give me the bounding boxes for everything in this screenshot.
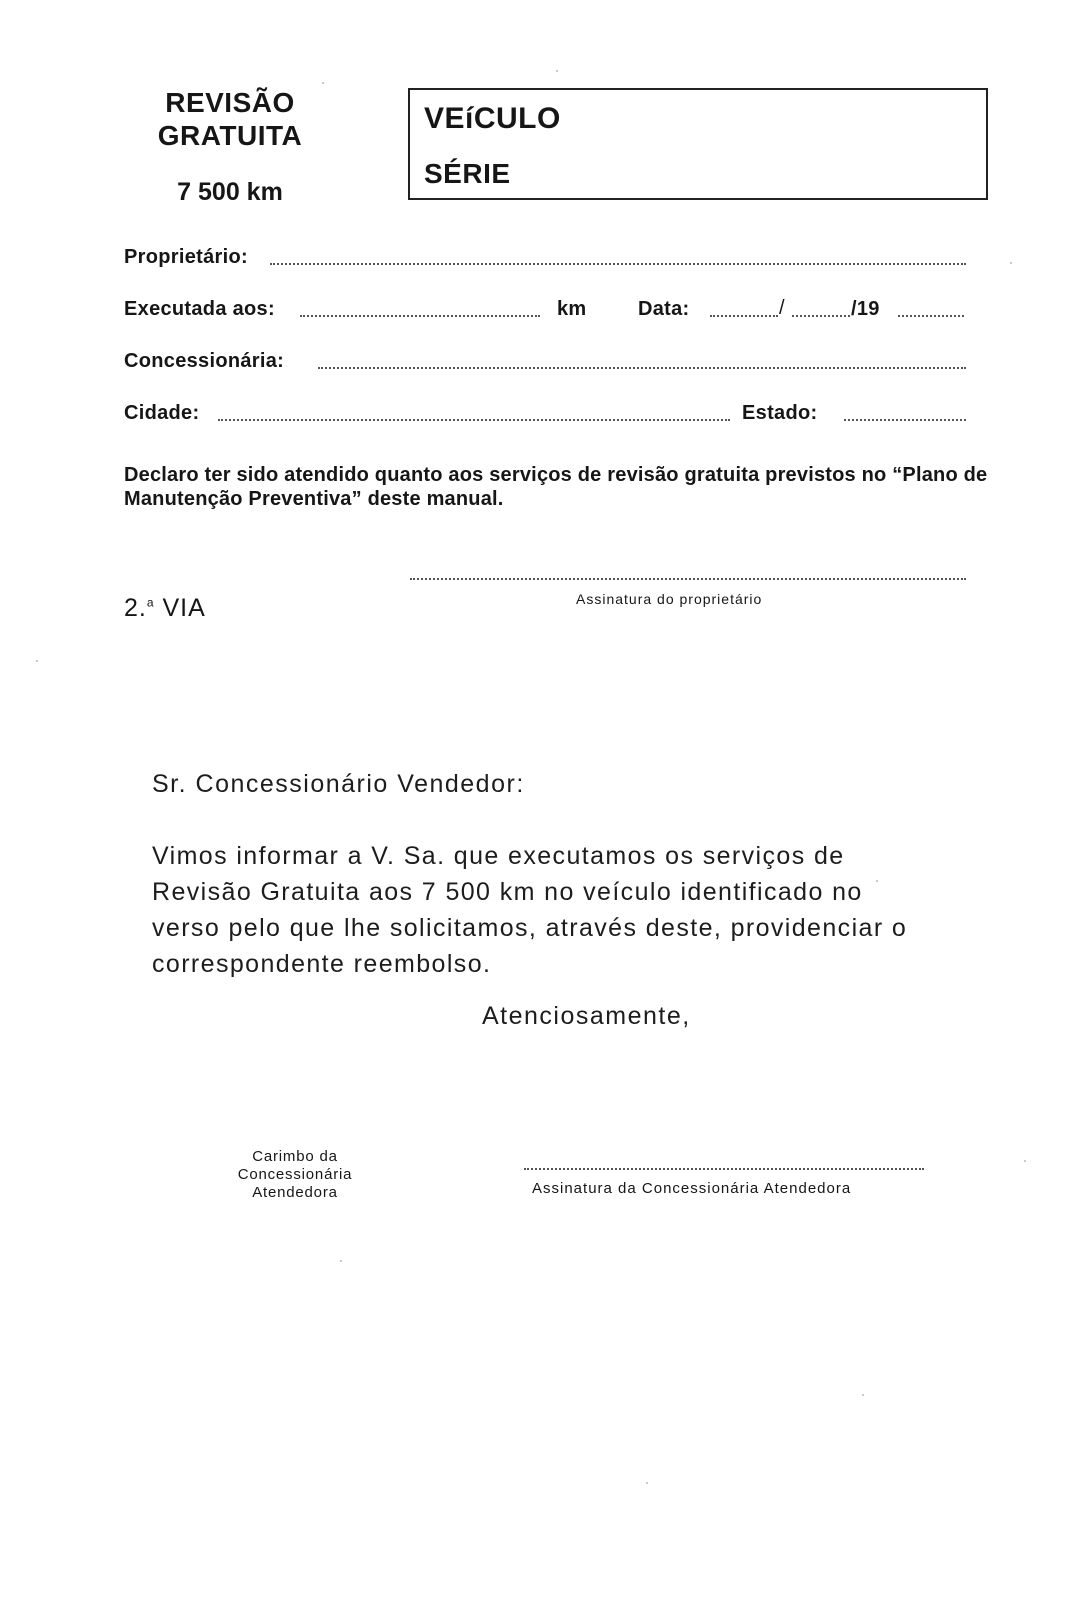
owner-signature-caption: Assinatura do proprietário [576,591,763,607]
km-unit: km [557,298,587,320]
scan-speck [556,70,558,72]
dealer-signature-line[interactable] [524,1168,924,1170]
date-month-field[interactable] [792,315,850,317]
scan-speck [862,1394,864,1396]
scan-speck [36,660,38,662]
date-day-field[interactable] [710,315,778,317]
date-year-prefix: /19 [851,298,880,320]
dealer-field[interactable] [318,367,966,369]
executed-label: Executada aos: [124,298,275,320]
city-field[interactable] [218,419,730,421]
city-label: Cidade: [124,402,200,424]
revision-title-line2: GRATUITA [157,120,303,151]
scan-speck [322,82,324,84]
letter-salutation: Sr. Concessionário Vendedor: [152,770,525,798]
date-label: Data: [638,298,690,320]
revision-title [150,86,310,152]
owner-label: Proprietário: [124,246,248,268]
state-field[interactable] [844,419,966,421]
scan-speck [1024,1160,1026,1162]
owner-signature-line[interactable] [410,578,966,580]
scan-speck [340,1260,342,1262]
revision-title-line1: REVISÃO [165,87,295,118]
declaration-text: Declaro ter sido atendido quanto aos serviços de revisão gratuita previstos no “Plano de Manutenção Preventiva” deste manual. [124,464,988,510]
letter-body: Vimos informar a V. Sa. que executamos os serviços de Revisão Gratuita aos 7 500 km no veículo identificado no verso pelo que lhe solicitamos, através deste, providenciar o correspondente reembolso. [152,842,908,978]
vehicle-label: VEíCULO [424,102,561,135]
scan-speck [1010,262,1012,264]
mileage-field[interactable] [300,315,540,317]
copy-number: 2. [124,594,147,622]
date-year-field[interactable] [898,315,964,317]
state-label: Estado: [742,402,818,424]
stamp-caption: Carimbo da Concessionária Atendedora [237,1148,353,1201]
date-separator: / [779,297,785,319]
letter-closing: Atenciosamente, [482,1002,691,1030]
owner-field[interactable] [270,263,966,265]
dealer-signature-caption: Assinatura da Concessionária Atendedora [532,1180,852,1197]
copy-marker [124,594,206,623]
serie-label: SÉRIE [424,158,511,189]
copy-label: VIA [162,594,206,622]
dealer-label: Concessionária: [124,350,285,372]
revision-km: 7 500 km [177,178,283,206]
scan-speck [646,1482,648,1484]
scan-speck [876,880,878,882]
copy-ordinal: a [146,595,155,610]
